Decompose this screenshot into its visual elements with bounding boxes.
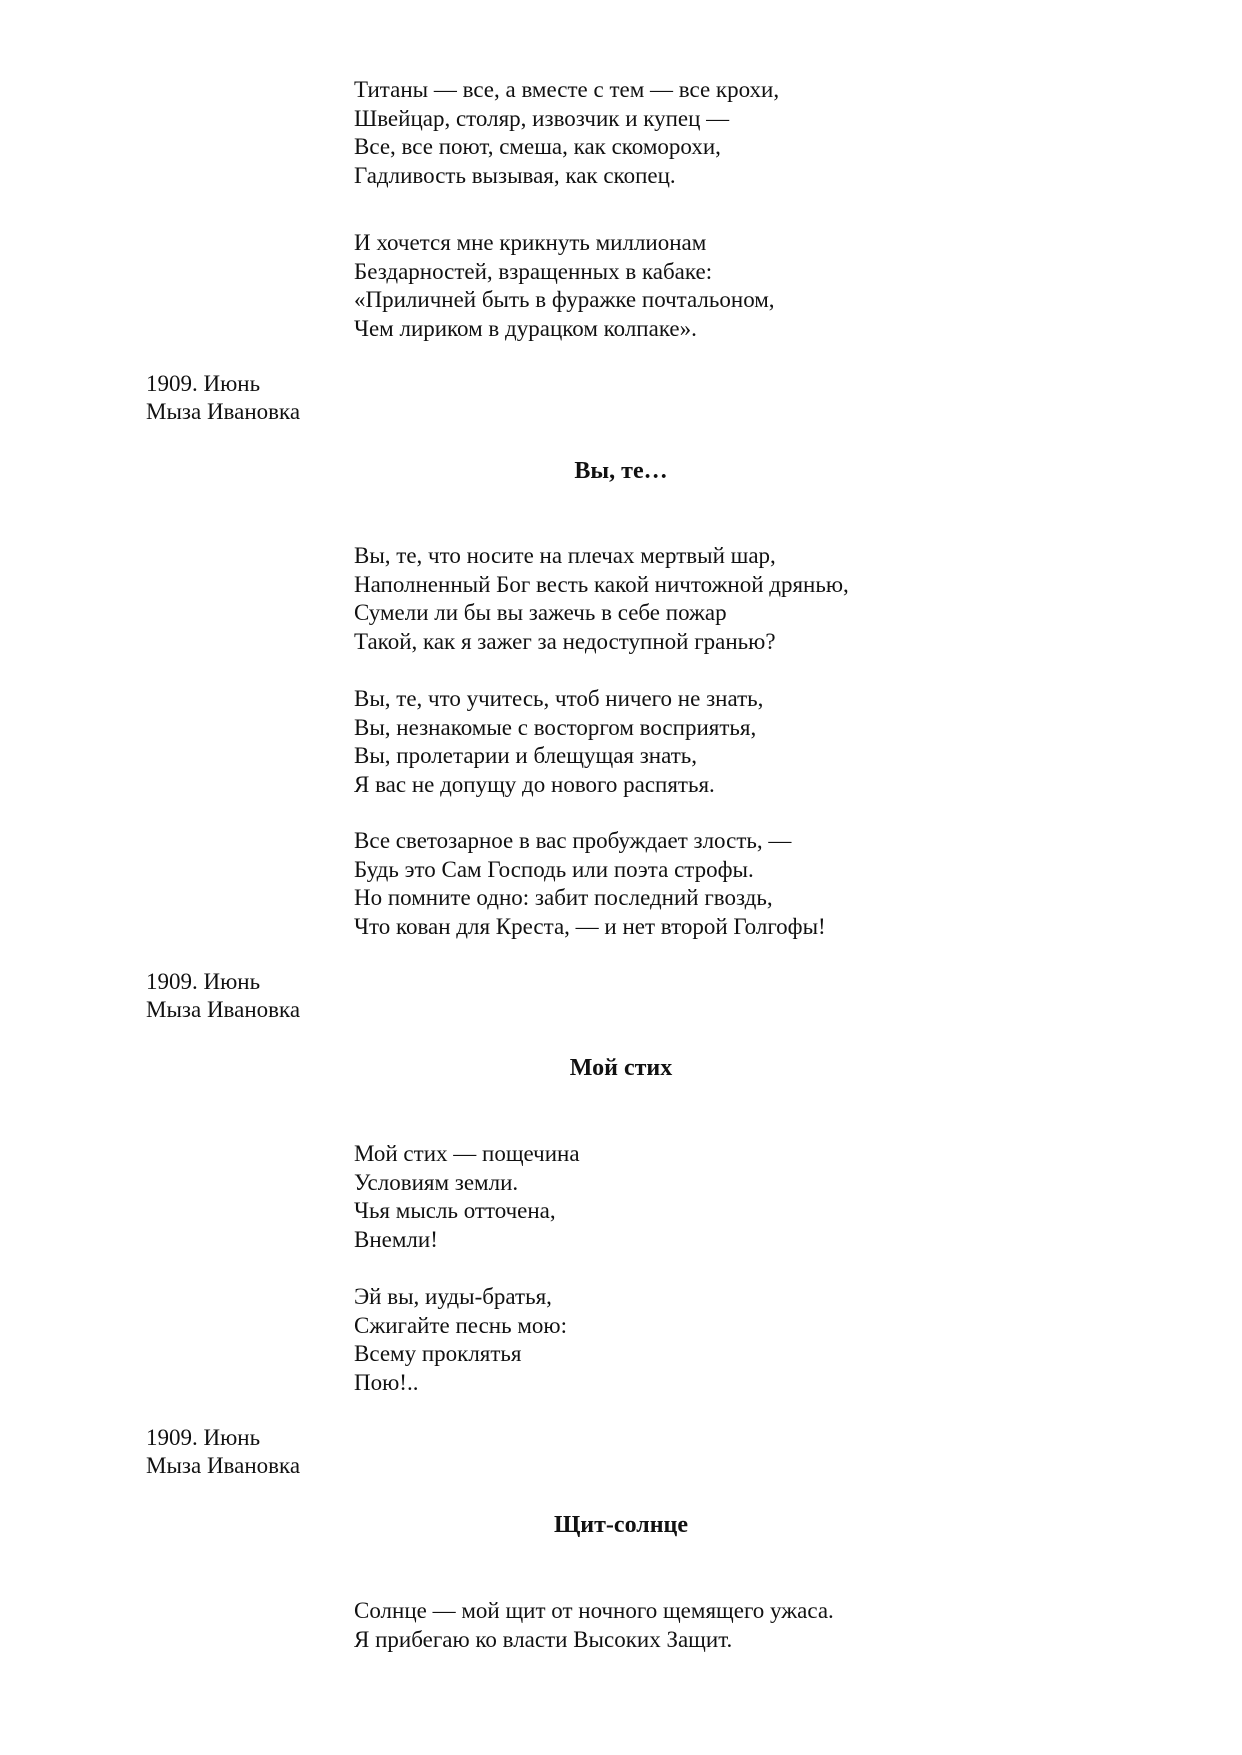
verse-line: «Приличней быть в фуражке почтальоном, bbox=[354, 287, 775, 313]
stanza bbox=[354, 685, 763, 799]
poem-place: Мыза Ивановка bbox=[146, 997, 301, 1022]
poem-date: 1909. Июнь bbox=[146, 969, 261, 994]
poem-title: Мой стих bbox=[569, 1055, 673, 1081]
verse-line: Сжигайте песнь мою: bbox=[354, 1312, 567, 1338]
verse-line: Я вас не допущу до нового распятья. bbox=[354, 771, 715, 797]
poem-title: Вы, те… bbox=[574, 458, 668, 484]
verse-line: Что кован для Креста, — и нет второй Голгофы! bbox=[354, 913, 826, 939]
stanza bbox=[354, 827, 826, 941]
verse-line: Солнце — мой щит от ночного щемящего ужаса. bbox=[354, 1598, 834, 1623]
verse-line: И хочется мне крикнуть миллионам bbox=[354, 230, 707, 255]
poem-place: Мыза Ивановка bbox=[146, 1453, 301, 1478]
poem-place: Мыза Ивановка bbox=[146, 399, 301, 424]
poem-date: 1909. Июнь bbox=[146, 1425, 261, 1450]
poem-dateline bbox=[146, 968, 300, 1024]
poem-date: 1909. Июнь bbox=[146, 371, 261, 396]
poem-title: Щит-солнце bbox=[553, 1512, 689, 1538]
verse-line: Чем лириком в дурацком колпаке». bbox=[354, 315, 697, 341]
verse-line: Все, все поют, смеша, как скоморохи, bbox=[354, 134, 721, 160]
verse-line: Наполненный Бог весть какой ничтожной дрянью, bbox=[354, 571, 849, 597]
verse-line: Я прибегаю ко власти Высоких Защит. bbox=[354, 1626, 733, 1652]
verse-line: Условиям земли. bbox=[354, 1169, 519, 1195]
verse-line: Бездарностей, взращенных в кабаке: bbox=[354, 258, 713, 284]
verse-line: Но помните одно: забит последний гвоздь, bbox=[354, 885, 773, 911]
verse-line: Чья мысль отточена, bbox=[354, 1198, 556, 1224]
verse-line: Титаны — все, а вместе с тем — все крохи, bbox=[354, 77, 780, 102]
verse-line: Сумели ли бы вы зажечь в себе пожар bbox=[354, 600, 727, 626]
verse-line: Вы, незнакомые с восторгом восприятья, bbox=[354, 714, 757, 740]
verse-line: Такой, как я зажег за недоступной гранью? bbox=[354, 628, 776, 654]
poem-dateline bbox=[146, 1424, 300, 1480]
verse-line: Пою!.. bbox=[354, 1369, 419, 1395]
verse-line: Вы, те, что учитесь, чтоб ничего не знать, bbox=[354, 686, 764, 711]
stanza bbox=[354, 76, 779, 190]
verse-line: Вы, те, что носите на плечах мертвый шар, bbox=[354, 543, 776, 568]
verse-line: Мой стих — пощечина bbox=[354, 1141, 580, 1166]
verse-line: Всему проклятья bbox=[354, 1341, 522, 1367]
verse-line: Будь это Сам Господь или поэта строфы. bbox=[354, 856, 754, 882]
verse-line: Внемли! bbox=[354, 1226, 438, 1252]
stanza bbox=[354, 542, 849, 656]
stanza bbox=[354, 1283, 567, 1397]
verse-line: Эй вы, иуды-братья, bbox=[354, 1284, 552, 1309]
stanza bbox=[354, 229, 775, 343]
stanza bbox=[354, 1597, 834, 1654]
verse-line: Все светозарное в вас пробуждает злость, — bbox=[354, 828, 792, 853]
stanza bbox=[354, 1140, 580, 1254]
verse-line: Швейцар, столяр, извозчик и купец — bbox=[354, 105, 730, 131]
verse-line: Вы, пролетарии и блещущая знать, bbox=[354, 743, 698, 769]
verse-line: Гадливость вызывая, как скопец. bbox=[354, 162, 676, 188]
poem-dateline bbox=[146, 370, 300, 426]
